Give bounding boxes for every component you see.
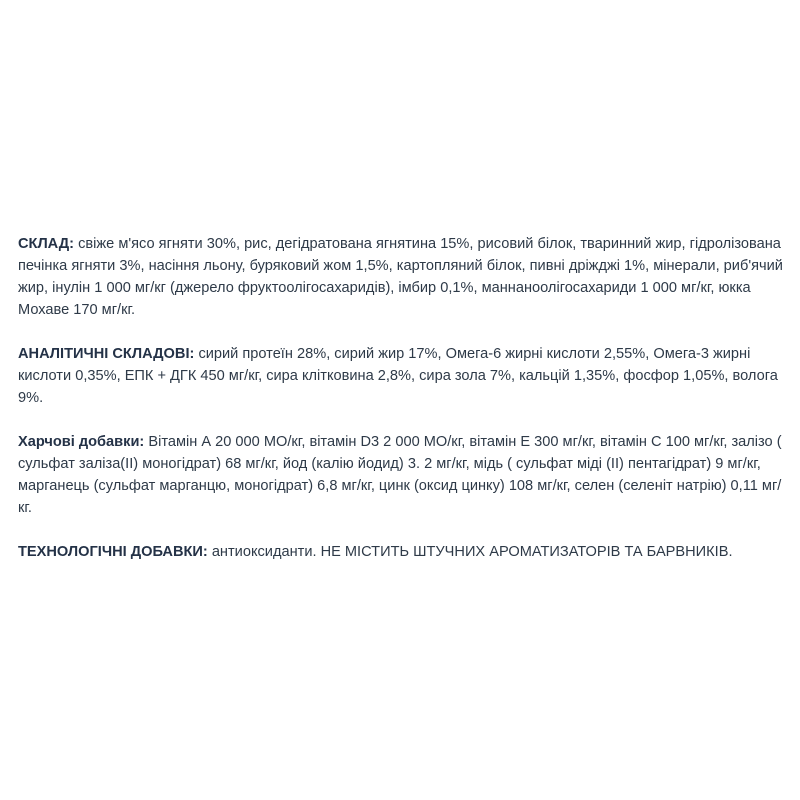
composition-text: свіже м'ясо ягняти 30%, рис, дегідратована ягнятина 15%, рисовий білок, тваринний жир, гідролізована печінка ягняти 3%, насіння льону, буряковий жом 1,5%, картопляний білок, пивні дріжджі 1%, мінерали, риб'ячий жир, інулін 1 000 мг/кг (джерело фруктоолігосахаридів), імбир 0,1%, маннаноолігосахариди 1 000 мг/кг, юкка Мохаве 170 мг/кг. bbox=[18, 236, 783, 318]
nutritional-additives-text: Вітамін А 20 000 МО/кг, вітамін D3 2 000 МО/кг, вітамін Е 300 мг/кг, вітамін С 100 мг/кг, залізо ( сульфат заліза(II) моногідрат) 68 мг/кг, йод (калію йодид) 3. 2 мг/кг, мідь ( сульфат міді (II) пентагідрат) 9 мг/кг, марганець (сульфат марганцю, моногідрат) 6,8 мг/кг, цинк (оксид цинку) 108 мг/кг, селен (селеніт натрію) 0,11 мг/кг. bbox=[18, 434, 782, 516]
nutritional-additives-section bbox=[18, 431, 784, 519]
composition-label: СКЛАД: bbox=[18, 236, 75, 252]
nutritional-additives-label: Харчові добавки: bbox=[18, 434, 145, 450]
analytical-constituents-section bbox=[18, 343, 784, 409]
technological-additives-text: антиоксиданти. НЕ МІСТИТЬ ШТУЧНИХ АРОМАТИЗАТОРІВ ТА БАРВНИКІВ. bbox=[211, 544, 733, 560]
technological-additives-label: ТЕХНОЛОГІЧНІ ДОБАВКИ: bbox=[18, 544, 208, 560]
technological-additives-section bbox=[18, 541, 784, 563]
analytical-constituents-text: сирий протеїн 28%, сирий жир 17%, Омега-6 жирні кислоти 2,55%, Омега-3 жирні кислоти 0,35%, ЕПК + ДГК 450 мг/кг, сира клітковина 2,8%, сира зола 7%, кальцій 1,35%, фосфор 1,05%, волога 9%. bbox=[18, 346, 778, 406]
product-composition bbox=[18, 233, 784, 585]
analytical-constituents-label: АНАЛІТИЧНІ СКЛАДОВІ: bbox=[18, 346, 195, 362]
composition-section bbox=[18, 233, 784, 321]
